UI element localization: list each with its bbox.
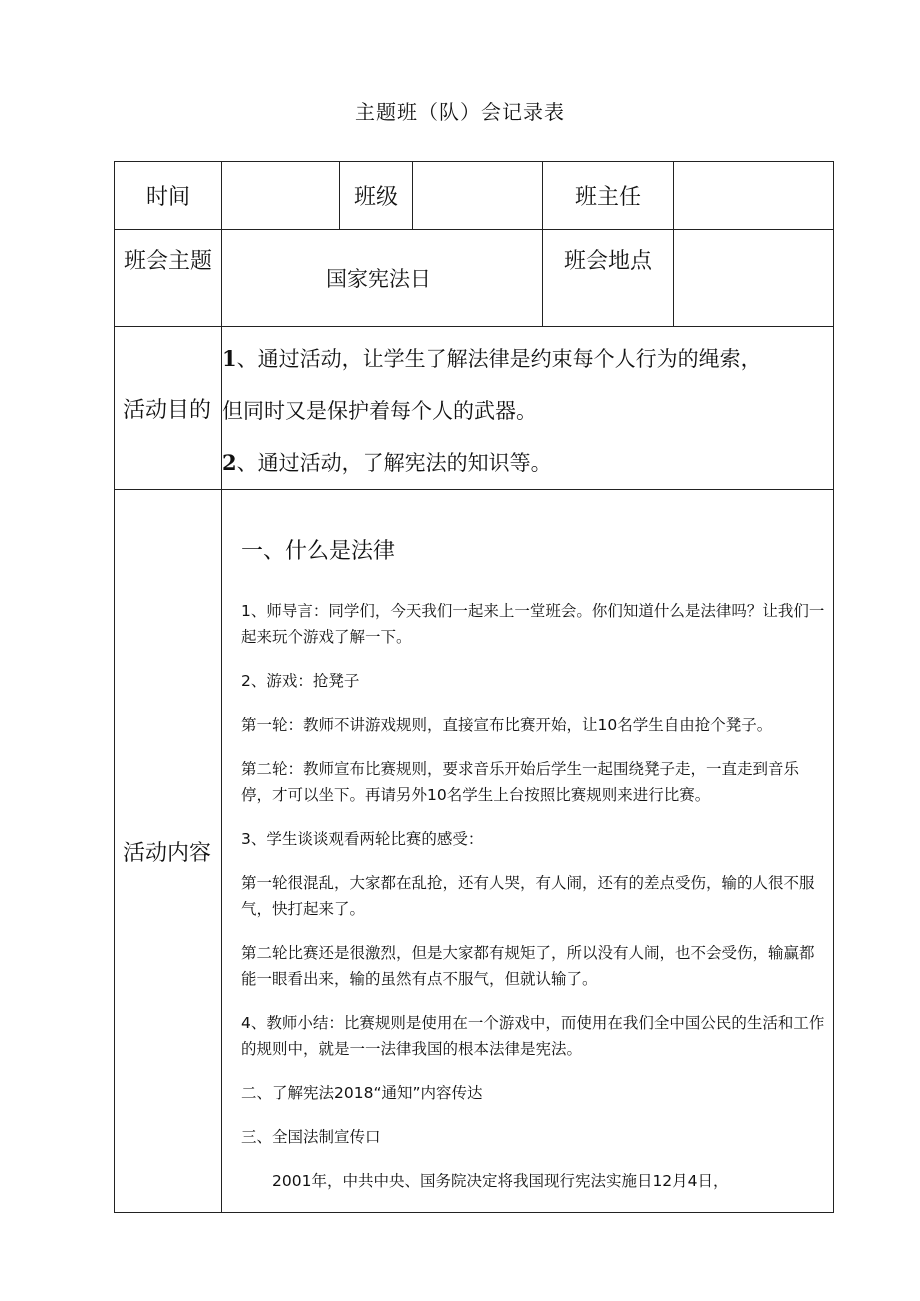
content-paragraph: 三、全国法制宣传口: [241, 1128, 381, 1146]
record-table: [114, 161, 834, 1213]
teacher-label: 班主任: [543, 162, 674, 230]
row-theme: [115, 230, 834, 327]
content-paragraph: 3、学生谈谈观看两轮比赛的感受：: [241, 830, 484, 848]
theme-label: 班会主题: [115, 230, 222, 327]
goals-label: 活动目的: [115, 327, 222, 490]
time-label: 时间: [115, 162, 222, 230]
content-paragraph: 二、了解宪法2018“通知”内容传达: [241, 1084, 483, 1102]
content-paragraph: 第一轮：教师不讲游戏规则，直接宣布比赛开始，让10名学生自由抢个凳子。: [241, 716, 773, 734]
place-value[interactable]: [674, 230, 834, 327]
content-paragraph-last: 2001年，中共中央、国务院决定将我国现行宪法实施日12月4日，: [272, 1172, 729, 1190]
page-title: 主题班（队）会记录表: [355, 100, 565, 124]
row-content: [115, 490, 834, 1213]
goal-item-2: 2、通过活动，了解宪法的知识等。: [222, 450, 552, 475]
row-basic-info: [115, 162, 834, 230]
goal-item-1-number: 1: [222, 346, 237, 371]
goals-content: [222, 327, 834, 490]
time-value[interactable]: [222, 162, 340, 230]
goal-item-1-line2: 但同时又是保护着每个人的武器。: [222, 399, 537, 423]
goal-item-1-line1: 1、通过活动，让学生了解法律是约束每个人行为的绳索，: [222, 346, 762, 371]
theme-value[interactable]: 国家宪法日: [222, 230, 543, 327]
content-heading: 一、什么是法律: [241, 539, 396, 564]
content-paragraph: 1、师导言：同学们，今天我们一起来上一堂班会。你们知道什么是法律吗？让我们一起来玩个游戏了解一下。: [241, 602, 825, 646]
teacher-value[interactable]: [674, 162, 834, 230]
class-value[interactable]: [413, 162, 543, 230]
row-goals: [115, 327, 834, 490]
content-label: 活动内容: [115, 490, 222, 1213]
content-paragraph: 第二轮：教师宣布比赛规则，要求音乐开始后学生一起围绕凳子走，一直走到音乐停，才可以坐下。再请另外10名学生上台按照比赛规则来进行比赛。: [241, 760, 800, 804]
goal-item-2-number: 2: [222, 450, 237, 475]
content-paragraph: 第一轮很混乱，大家都在乱抢，还有人哭，有人闹，还有的差点受伤，输的人很不服气，快打起来了。: [241, 874, 815, 918]
content-body: [222, 490, 834, 1213]
class-label: 班级: [340, 162, 413, 230]
content-paragraph: 2、游戏：抢凳子: [241, 672, 360, 690]
content-paragraph: 4、教师小结：比赛规则是使用在一个游戏中，而使用在我们全中国公民的生活和工作的规则中，就是一一法律我国的根本法律是宪法。: [241, 1014, 825, 1058]
place-label: 班会地点: [543, 230, 674, 327]
content-paragraph: 第二轮比赛还是很激烈，但是大家都有规矩了，所以没有人闹，也不会受伤，输赢都能一眼看出来，输的虽然有点不服气，但就认输了。: [241, 944, 815, 988]
